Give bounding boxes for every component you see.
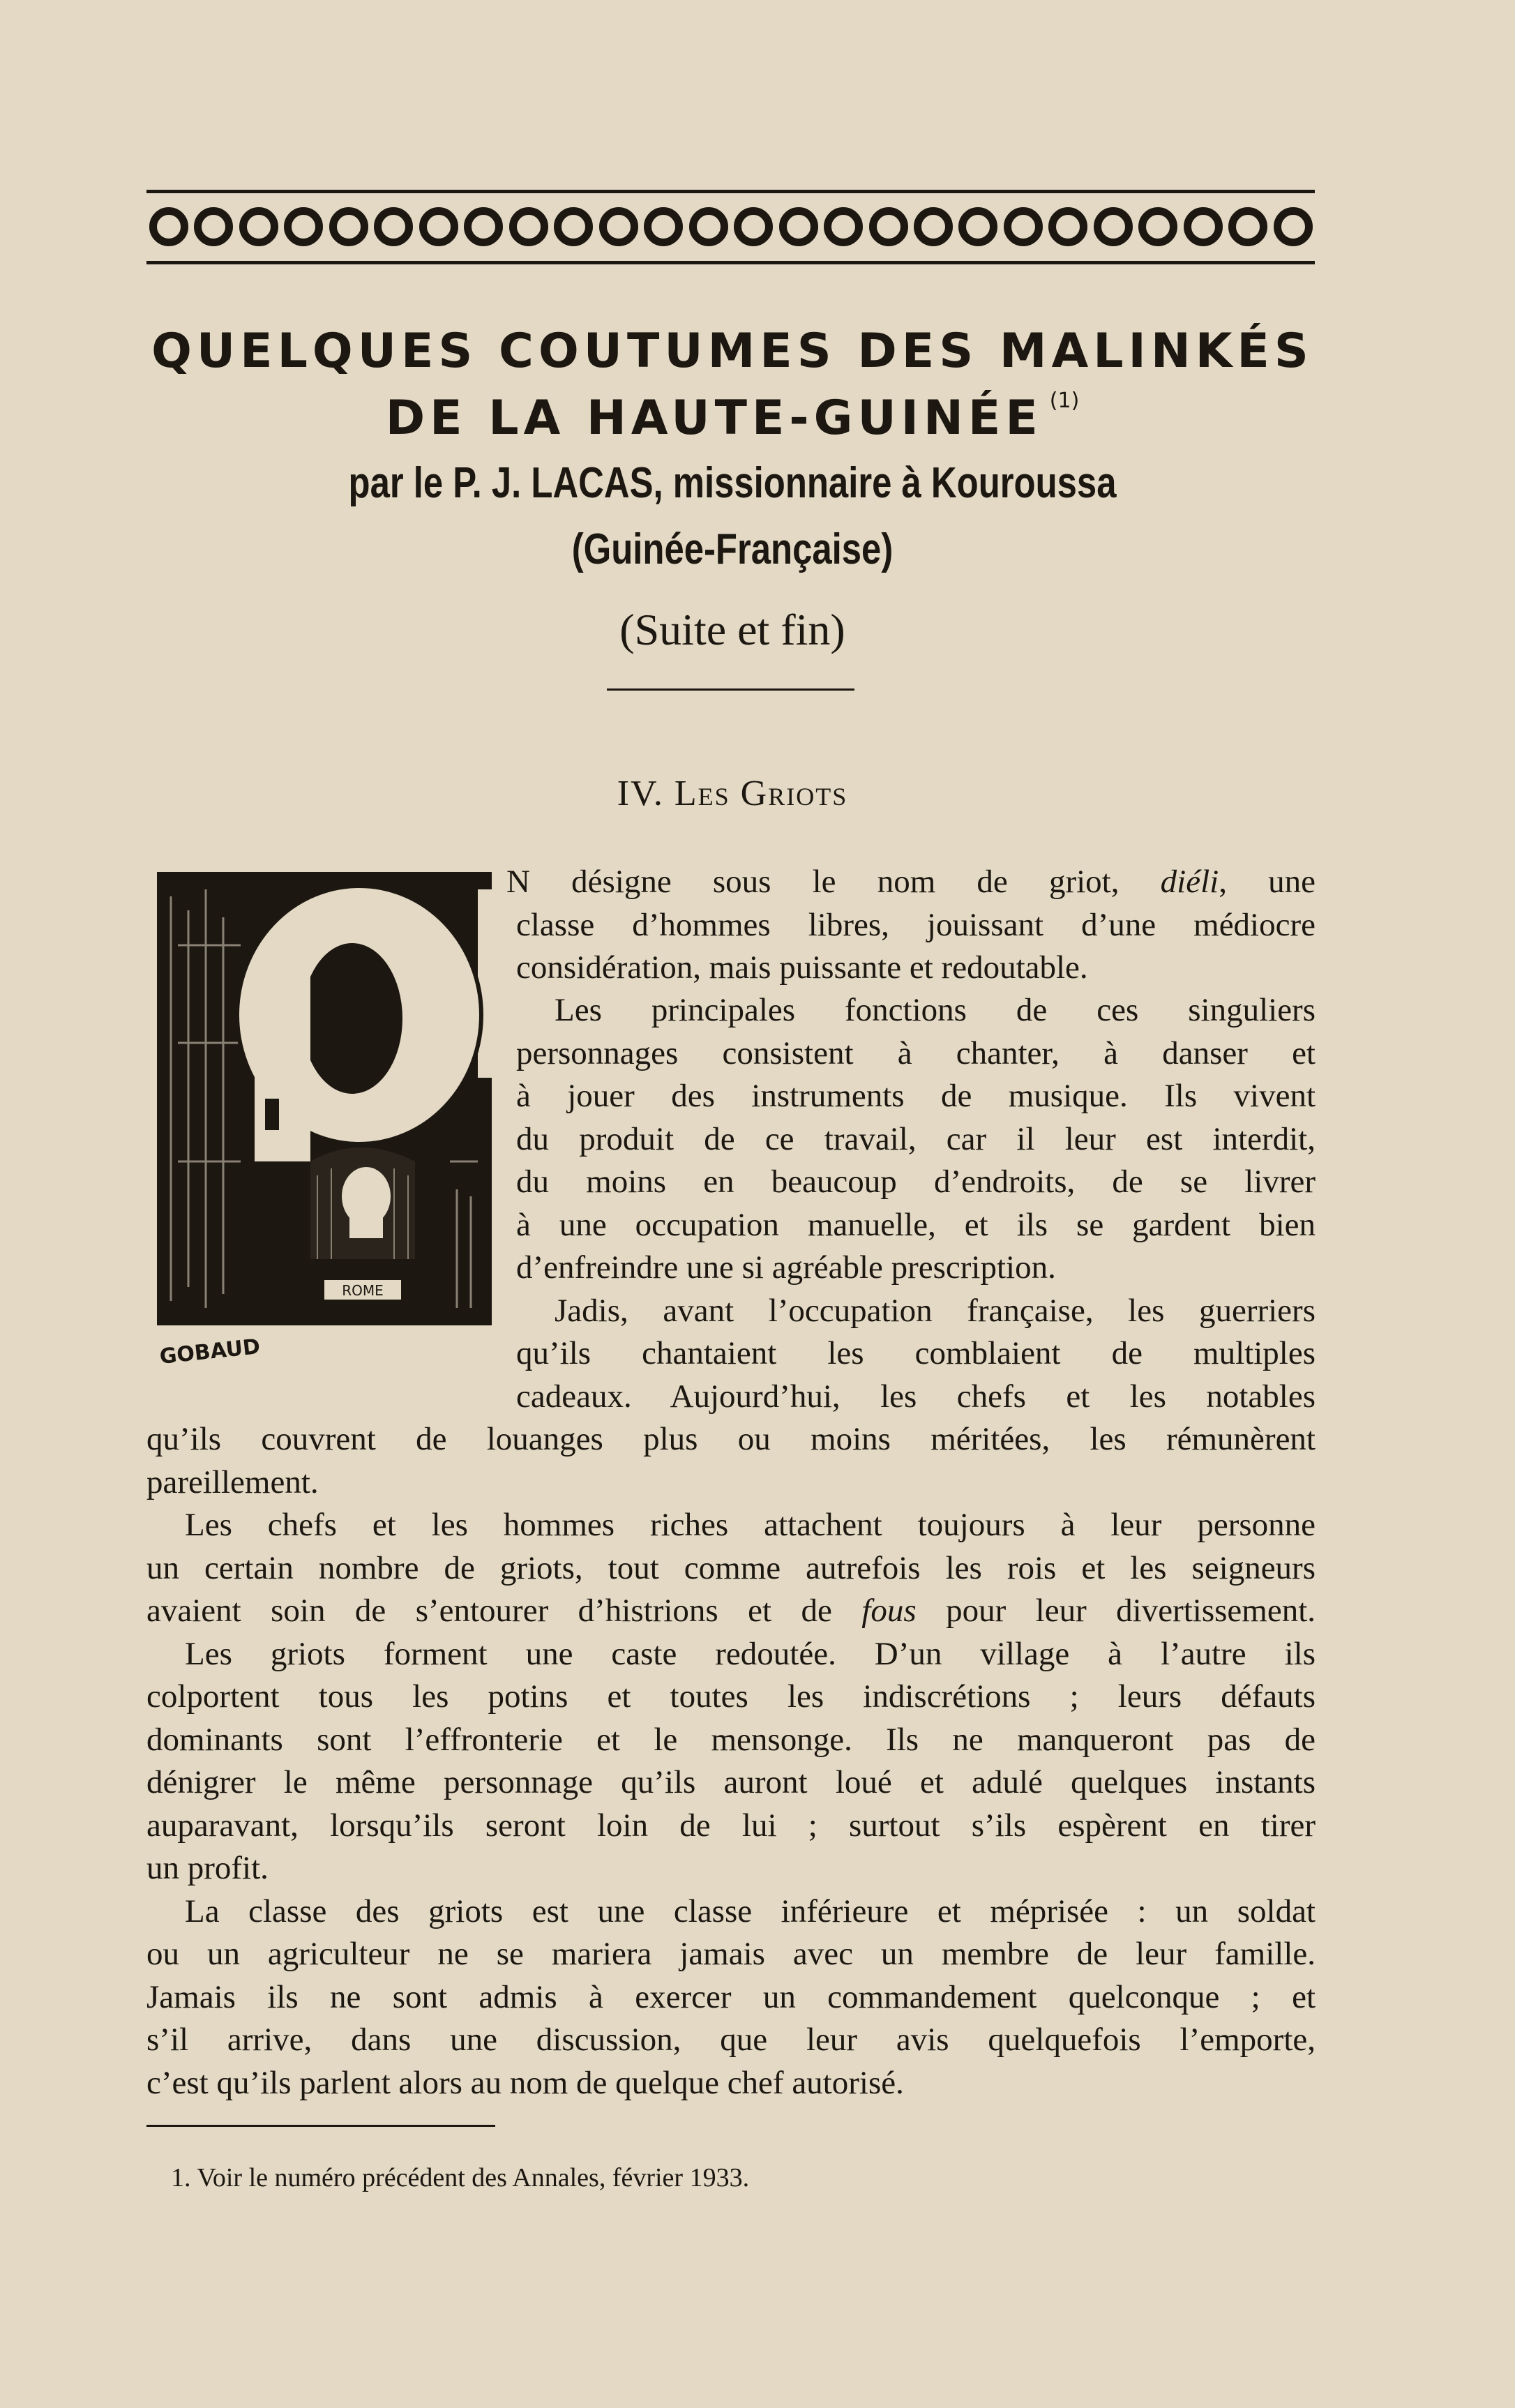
ornament-circle <box>1138 207 1177 246</box>
woodcut-initial-o-illustration <box>150 868 513 1385</box>
body-line: du produit de ce travail, car il leur est interdit, <box>516 1121 1316 1157</box>
ornament-circle <box>284 207 323 246</box>
body-line: auparavant, lorsqu’ils seront loin de lui ; surtout s’ils espèrent en tirer <box>146 1807 1316 1844</box>
text-span: avaient soin de s’entourer d’histrions et de <box>146 1593 832 1629</box>
body-line: un certain nombre de griots, tout comme autrefois les rois et les seigneurs <box>146 1550 1316 1586</box>
title-line2-text: DE LA HAUTE-GUINÉE <box>385 391 1043 446</box>
ornament-circle <box>824 207 863 246</box>
ornament-circle <box>958 207 997 246</box>
ornament-circle <box>194 207 233 246</box>
title-footnote-marker: (1) <box>1049 389 1080 413</box>
text-span: pour leur divertissement. <box>946 1593 1316 1629</box>
ornament-circle <box>374 207 413 246</box>
ornament-circle <box>1228 207 1267 246</box>
body-line: considération, mais puissante et redoutable. <box>516 949 1088 986</box>
body-line: un profit. <box>146 1850 269 1886</box>
section-heading <box>126 773 1339 814</box>
ornament-circle <box>599 207 638 246</box>
ornament-circle <box>1048 207 1087 246</box>
woodcut-artist-signature: GOBAUD <box>158 1334 262 1369</box>
footnote-rule <box>146 2125 495 2127</box>
ornament-circle <box>644 207 683 246</box>
body-line: dénigrer le même personnage qu’ils auront loué et adulé quelques instants <box>146 1764 1316 1800</box>
body-line: Jadis, avant l’occupation française, les guerriers <box>555 1293 1316 1329</box>
author-byline: par le P. J. LACAS, missionnaire à Kouroussa <box>348 459 1117 507</box>
ornament-circle <box>329 207 368 246</box>
body-line: pareillement. <box>146 1464 319 1500</box>
ornament-circle <box>734 207 773 246</box>
body-line: du moins en beaucoup d’endroits, de se livrer <box>516 1164 1316 1200</box>
article-title-line1: QUELQUES COUTUMES DES MALINKÉS <box>151 324 1313 379</box>
body-line: c’est qu’ils parlent alors au nom de quelque chef autorisé. <box>146 2065 904 2101</box>
woodcut-plate-label: ROME <box>342 1282 384 1299</box>
ornament-top-rule <box>146 190 1315 193</box>
body-line: classe d’hommes libres, jouissant d’une médiocre <box>516 907 1316 943</box>
body-line: à jouer des instruments de musique. Ils vivent <box>516 1078 1316 1114</box>
title-divider <box>607 688 854 691</box>
body-line: dominants sont l’effronterie et le mensonge. Ils ne manqueront pas de <box>146 1722 1316 1758</box>
ornament-circle <box>239 207 278 246</box>
ornament-bottom-rule <box>146 261 1315 264</box>
body-line: Les principales fonctions de ces singuliers <box>555 992 1316 1028</box>
ornament-circle <box>419 207 458 246</box>
text-span: N désigne sous le nom de griot, <box>506 864 1120 900</box>
body-line <box>506 861 1316 904</box>
body-line: d’enfreindre une si agréable prescription. <box>516 1249 1056 1286</box>
body-line: Les chefs et les hommes riches attachent toujours à leur personne <box>185 1507 1316 1543</box>
ornament-circle <box>1094 207 1133 246</box>
ornament-circle <box>1184 207 1223 246</box>
ornament-circle <box>464 207 503 246</box>
suite-et-fin: (Suite et fin) <box>619 605 845 654</box>
italic-term-dieli: diéli <box>1160 864 1219 900</box>
text-span: , une <box>1219 864 1316 900</box>
body-line: La classe des griots est une classe inférieure et méprisée : un soldat <box>185 1893 1316 1929</box>
section-title: Les Griots <box>674 774 848 813</box>
body-line: qu’ils couvrent de louanges plus ou moins méritées, les rémunèrent <box>146 1421 1316 1457</box>
ornament-circle <box>554 207 593 246</box>
body-line: ou un agriculteur ne se mariera jamais avec un membre de leur famille. <box>146 1936 1316 1972</box>
ornament-circle <box>1004 207 1043 246</box>
body-line: Jamais ils ne sont admis à exercer un commandement quelconque ; et <box>146 1979 1316 2015</box>
footnote: 1. Voir le numéro précédent des Annales, février 1933. <box>171 2163 750 2192</box>
body-line: personnages consistent à chanter, à danser et <box>516 1035 1316 1071</box>
ornament-circle <box>149 207 188 246</box>
body-line: qu’ils chantaient les comblaient de multiples <box>516 1335 1316 1371</box>
ornament-circle <box>689 207 728 246</box>
body-line: cadeaux. Aujourd’hui, les chefs et les notables <box>516 1378 1316 1415</box>
body-line: à une occupation manuelle, et ils se gardent bien <box>516 1207 1316 1243</box>
ornament-circle <box>779 207 818 246</box>
ornament-circle <box>869 207 908 246</box>
italic-term-fous: fous <box>861 1593 917 1629</box>
article-title-line2 <box>126 389 1339 446</box>
ornament-circle <box>914 207 953 246</box>
ornament-circle <box>509 207 548 246</box>
author-location: (Guinée-Française) <box>571 525 894 573</box>
body-line: s’il arrive, dans une discussion, que leur avis quelquefois l’emporte, <box>146 2022 1316 2058</box>
body-line <box>146 1590 1316 1633</box>
ornament-border <box>149 202 1313 251</box>
ornament-circle <box>1274 207 1313 246</box>
body-line: Les griots forment une caste redoutée. D’un village à l’autre ils <box>185 1636 1316 1672</box>
body-line: colportent tous les potins et toutes les indiscrétions ; leurs défauts <box>146 1678 1316 1715</box>
section-number: IV. <box>617 774 664 813</box>
